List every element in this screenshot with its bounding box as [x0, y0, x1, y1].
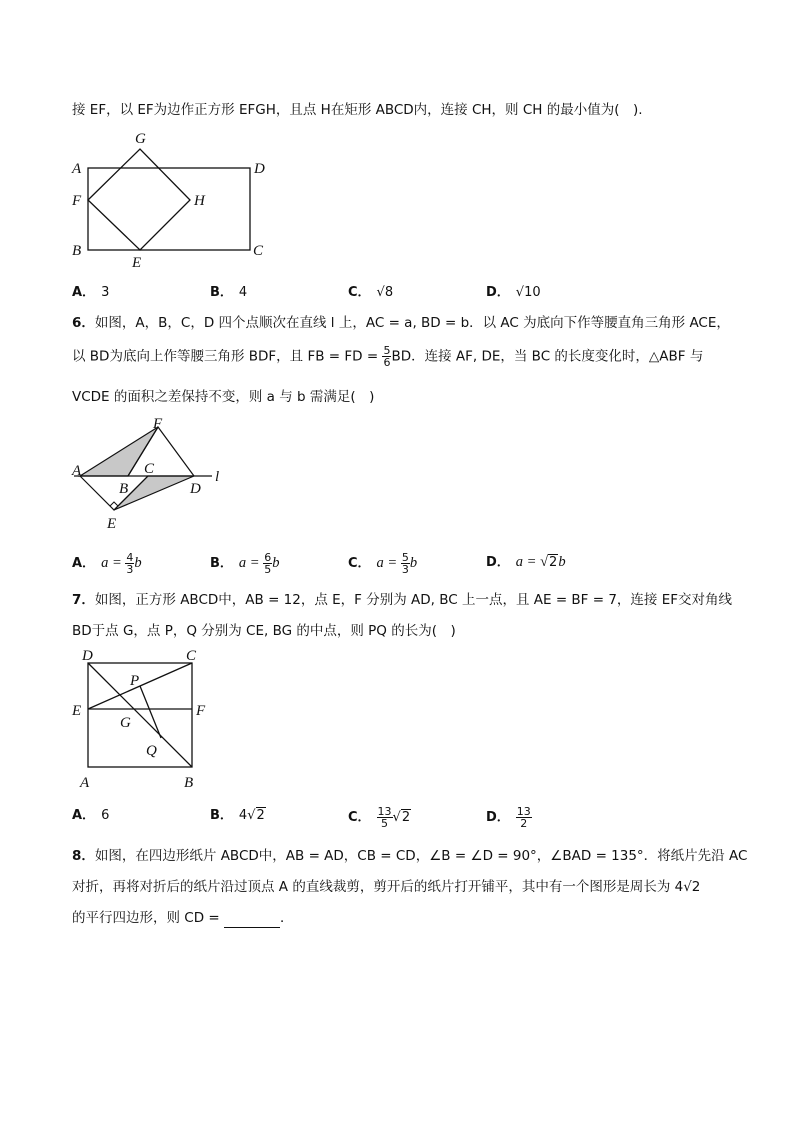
q7-label-d: D	[82, 648, 93, 664]
q5-square-efgh	[88, 149, 190, 250]
q6-text-line3: VCDE 的面积之差保持不变，则 a 与 b 需满足( )	[72, 389, 375, 405]
q6-text-line1: 6．如图，A，B，C，D 四个点顺次在直线 l 上，AC = a, BD = b．以 AC 为底向下作等腰直角三角形 ACE，	[72, 315, 730, 331]
q5-label-c: C	[253, 243, 264, 259]
q7-label-g: G	[120, 715, 131, 731]
q5-option-b[interactable]: B． 4	[210, 285, 248, 300]
q7-label-f: F	[196, 703, 206, 719]
q8-text-line3: 的平行四边形，则 CD = ．	[72, 910, 294, 926]
q7-option-d[interactable]: D． $\frac{13}{2}$	[486, 805, 531, 830]
q5-label-g: G	[135, 131, 146, 147]
q7-option-b[interactable]: B． 4√2	[210, 808, 265, 823]
q7-figure	[60, 645, 220, 795]
q5-option-d[interactable]: D． √10	[486, 285, 541, 300]
q6-label-c: C	[144, 461, 155, 477]
q6-text-line2: 以 BD为底向上作等腰三角形 BDF，且 FB = FD = $\frac{5}{6}$ BD．连接 AF, DE，当 BC 的长度变化时，△ABF 与	[72, 344, 704, 369]
q5-option-a[interactable]: A． 3	[72, 285, 110, 300]
q7-label-c: C	[186, 648, 197, 664]
q7-label-p: P	[130, 673, 140, 689]
q6-option-d[interactable]: D． a = √2b	[486, 554, 566, 570]
q5-label-d: D	[254, 161, 265, 177]
q6-label-d: D	[190, 481, 201, 497]
q8-text-line1: 8．如图，在四边形纸片 ABCD中，AB = AD，CB = CD，∠B = ∠D = 90°，∠BAD = 135°．将纸片先沿 AC	[72, 848, 748, 864]
q6-label-b: B	[119, 481, 129, 497]
q5-label-a: A	[72, 161, 82, 177]
q6-figure	[60, 415, 240, 535]
q7-option-c[interactable]: C． $\frac{13}{5}$ √2	[348, 805, 411, 830]
q6-label-f: F	[153, 416, 163, 432]
q7-label-b: B	[184, 775, 194, 791]
q5-option-c[interactable]: C． √8	[348, 285, 394, 300]
q7-diagonal-bd	[88, 663, 192, 767]
q6-label-l: l	[215, 469, 220, 485]
q5-label-h: H	[194, 193, 205, 209]
q6-label-e: E	[107, 516, 117, 532]
q6-label-a: A	[72, 463, 82, 479]
q7-text-line2: BD于点 G，点 P，Q 分别为 CE, BG 的中点，则 PQ 的长为( )	[72, 623, 456, 639]
q8-answer-blank[interactable]	[224, 913, 280, 928]
q7-label-e: E	[72, 703, 82, 719]
q5-label-e: E	[132, 255, 142, 271]
q6-option-c[interactable]: C． a = $\frac{5}{3}$ b	[348, 551, 418, 576]
q7-option-a[interactable]: A． 6	[72, 808, 110, 823]
q5-figure	[60, 125, 280, 275]
q7-segment-pq	[140, 686, 161, 738]
q7-text-line1: 7．如图，正方形 ABCD中，AB = 12，点 E，F 分别为 AD, BC 上一点，且 AE = BF = 7，连接 EF交对角线	[72, 592, 733, 608]
q7-label-a: A	[80, 775, 90, 791]
q5-text-line1: 接 EF，以 EF为边作正方形 EFGH，且点 H在矩形 ABCD内，连接 CH，则 CH 的最小值为( ).	[72, 102, 643, 118]
q7-label-q: Q	[146, 743, 157, 759]
q8-text-line2: 对折，再将对折后的纸片沿过顶点 A 的直线裁剪，剪开后的纸片打开铺平，其中有一个图形是周长为 4√2	[72, 879, 701, 895]
q5-label-f: F	[72, 193, 82, 209]
q5-label-b: B	[72, 243, 82, 259]
q6-option-b[interactable]: B． a = $\frac{6}{5}$ b	[210, 551, 280, 576]
q5-rectangle-abcd	[88, 168, 250, 250]
q6-option-a[interactable]: A． a = $\frac{4}{3}$ b	[72, 551, 142, 576]
q6-right-angle-mark	[110, 502, 118, 506]
